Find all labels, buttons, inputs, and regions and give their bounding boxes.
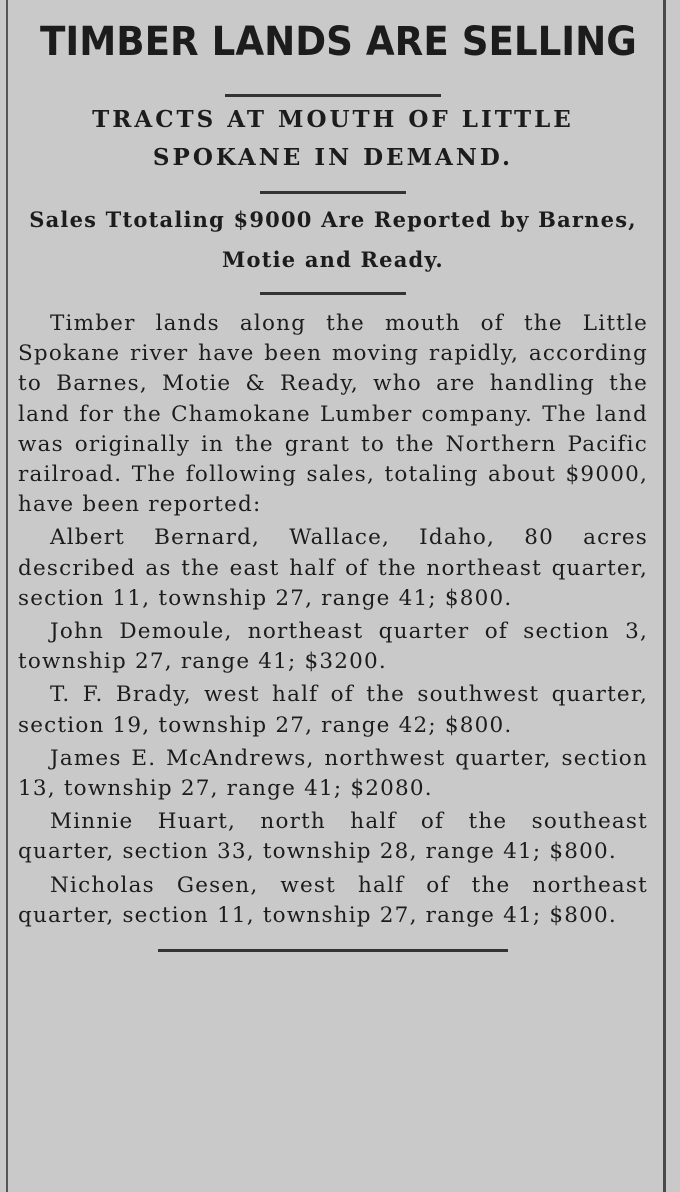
divider-rule bbox=[225, 94, 441, 97]
sale-entry: John Demoule, northeast quarter of section 3, township 27, range 41; $3200. bbox=[18, 619, 648, 675]
column-rule-right bbox=[663, 0, 666, 1192]
sale-entry: Minnie Huart, north half of the southeast quarter, section 33, township 28, range 41; $800. bbox=[18, 809, 648, 865]
column-rule-left bbox=[6, 0, 8, 1192]
newspaper-article bbox=[18, 18, 648, 952]
sale-entry: Albert Bernard, Wallace, Idaho, 80 acres described as the east half of the northeast quarter, section 11, township 27, range 41; $800. bbox=[18, 525, 648, 611]
sale-entry: T. F. Brady, west half of the southwest quarter, section 19, township 27, range 42; $800. bbox=[18, 682, 648, 738]
end-rule bbox=[158, 949, 508, 952]
article-headline: TIMBER LANDS ARE SELLING bbox=[40, 19, 637, 65]
sale-entry: Nicholas Gesen, west half of the northeast quarter, section 11, township 27, range 41; $800. bbox=[18, 872, 648, 928]
article-intro-paragraph: Timber lands along the mouth of the Little Spokane river have been moving rapidly, according to Barnes, Motie & Ready, who are handling the land for the Chamokane Lumber company. The land was originally in the grant to the Northern Pacific railroad. The following sales, totaling about $9000, have been reported: bbox=[18, 311, 648, 518]
article-body bbox=[18, 309, 648, 931]
sale-entry: James E. McAndrews, northwest quarter, section 13, township 27, range 41; $2080. bbox=[18, 745, 648, 802]
article-deck-primary: TRACTS AT MOUTH OF LITTLE SPOKANE IN DEMAND. bbox=[92, 106, 574, 171]
divider-rule bbox=[260, 191, 406, 194]
divider-rule bbox=[260, 292, 406, 295]
article-deck-secondary: Sales Ttotaling $9000 Are Reported by Barnes, Motie and Ready. bbox=[29, 207, 637, 272]
